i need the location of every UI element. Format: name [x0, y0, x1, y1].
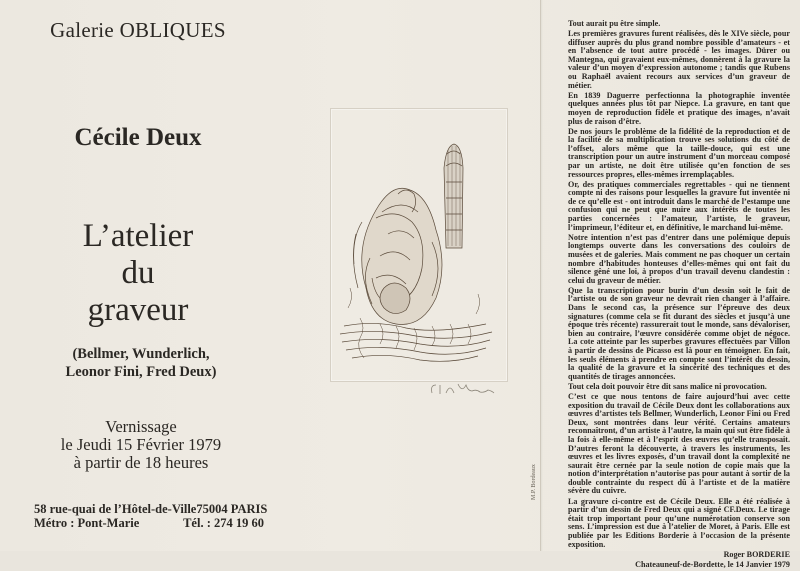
paragraph: Or, des pratiques commerciales regrettables - qui ne tiennent compte ni des raisons pour lesquelles la gravure fut inventée ni de ce qu’elle est - ont introduit dans le marché de l’estampe une confusion qui ne peut que nuire aux intérêts de toutes les parties concernées : l’amateur, l’artiste, le graveur, l’imprimeur, l’éditeur et, en définitive, le marchand lui-même.: [568, 179, 790, 232]
title-line: L’atelier: [82, 218, 194, 254]
paragraph: Tout cela doit pouvoir être dit sans malice ni provocation.: [568, 381, 767, 391]
address-row: [34, 516, 264, 530]
artists-line: Leonor Fini, Fred Deux): [65, 364, 217, 380]
postcode-city: 75004 PARIS: [196, 502, 268, 516]
paragraph: Les premières gravures furent réalisées, dès le XIVe siècle, pour diffuser auprès du plus grand nombre possible d’amateurs - et en l’absence de tout autre procédé - les images. Dürer ou Mantegna, qui gravaient eux-mêmes, donnèrent à la gravure la valeur d’un moyen d’expression autonome ; tandis que Rubens ou Raphaël avaient recours aux services d’un graveur de métier.: [568, 29, 790, 90]
phone-number: Tél. : 274 19 60: [183, 516, 264, 530]
address-block: [34, 502, 268, 530]
text-panel: [568, 20, 790, 571]
paragraph: Notre intention n’est pas d’entrer dans une polémique depuis longtemps ouverte dans les conversations des couloirs de musées et de galeries. Mais comment ne pas choquer un certain nombre d’habitudes honteuses d’elles-mêmes qui ont fait du silence gêné une loi, à propos d’un travail devenu clandestin : celui du graveur de métier.: [568, 232, 790, 285]
title-line: graveur: [87, 292, 189, 328]
engraving-image: [336, 138, 496, 370]
left-panel: [0, 0, 300, 551]
paragraph: La gravure ci-contre est de Cécile Deux. Elle a été réalisée à partir d’un dessin de Fred Deux qui a signé CF.Deux. Le tirage était trop important pour qu’une numérotation conserve son sens. L’impression est due à l’atelier de Moret, à Paris. Elle est publiée par les Editions Borderie à l’occasion de la présente exposition.: [568, 496, 790, 549]
artist-name: Cécile Deux: [74, 124, 202, 151]
paragraph: C’est ce que nous tentons de faire aujourd’hui avec cette exposition du travail de Cécile Deux dont les collaborations aux œuvres d’artistes tels Bellmer, Wunderlich, Leonor Fini ou Fred Deux, sont montrées dans leur vérité. Certains amateurs reconnaîtront, d’un artiste à l’autre, la main qui sut être fidèle à la fois à elle-même et à l’esprit des œuvres qu’elle transposait. D’autres feront la découverte, à travers les instruments, les œuvres et les livres exposés, d’un travail dont la complexité ne saurait être cernée par la seule notion de copie mais que la notion d’interprétation n’autorise pas pour autant à sortir de la double contrainte du respect dû à l’artiste et de la matière sévère du cuivre.: [568, 391, 790, 496]
gallery-name: Galerie OBLIQUES: [50, 18, 226, 42]
artists-list: [0, 345, 282, 381]
paragraph: Que la transcription pour burin d’un dessin soit le fait de l’artiste ou de son graveur ne devrait rien changer à l’affaire. Dans le second cas, la présence sur l’épreuve des deux signatures (comme cela se fit durant des siècles et jusqu’à une époque très récente) rassurerait tout le monde, sans dévaloriser, bien au contraire, l’œuvre considérée comme objet de négoce. La cote atteinte par les superbes gravures effectuées par Villon à partir de dessins de Picasso est là pour en témoigner. En fait, les seuls éléments à prendre en compte sont l’intérêt du dessin, la qualité de la gravure et la sincérité des techniques et des quantités de tirages annoncées.: [568, 285, 790, 381]
vernissage-line: le Jeudi 15 Février 1979: [60, 435, 222, 454]
street-address: 58 rue-quai de l’Hôtel-de-Ville: [34, 502, 197, 516]
vernissage-info: [0, 418, 282, 472]
printer-credit: M.P. Bordeaux: [531, 464, 537, 500]
vernissage-line: Vernissage: [105, 417, 177, 436]
paragraph: Tout aurait pu être simple.: [568, 19, 661, 28]
place-date: Chateauneuf-de-Bordette, le 14 Janvier 1979: [635, 559, 790, 569]
artists-line: (Bellmer, Wunderlich,: [72, 346, 210, 362]
address-row: [34, 502, 268, 516]
author-signature: Roger BORDERIE: [723, 549, 790, 559]
signature-mark: [428, 381, 498, 397]
fold-shadow: [541, 0, 543, 551]
vernissage-line: à partir de 18 heures: [73, 453, 209, 472]
paragraph: De nos jours le problème de la fidélité de la reproduction et de la facilité de sa multiplication trouve ses solutions du côté de l’offset, alors même que la taille-douce, qui est une transcription pour un autre instrument d’un morceau composé par un artiste, ne doit être utilisée qu’en fonction de ses ressources propres, elles-mêmes irremplaçables.: [568, 126, 790, 179]
paragraph: En 1839 Daguerre perfectionna la photographie inventée quelques années plus tôt par Niepce. La gravure, en tant que moyen de reproduction fidèle et pratique des images, n’avait plus de raison d’être.: [568, 90, 790, 126]
exhibition-title: [0, 218, 276, 329]
title-line: du: [121, 255, 155, 291]
metro-station: Métro : Pont-Marie: [34, 516, 140, 530]
